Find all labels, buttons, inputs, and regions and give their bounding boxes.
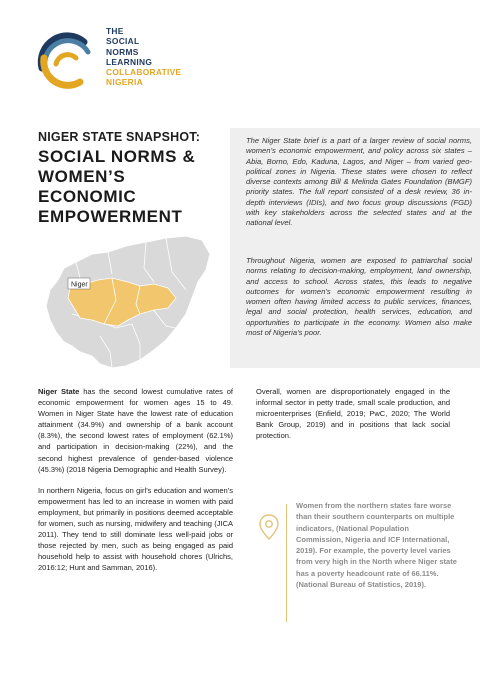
paragraph-rest: has the second lowest cumulative rates of economic empowerment for women ages 15 to 49. Women in Niger State have the lowest rate of education attainment (34.9%) and ownership of a bank account (8.3%), the second lowest rates of employment (62.1%) and participation in decision-making (22%), and the second highest prevalence of gender-based violence (45.3%) (2018 Nigeria Demographic and Health Survey). <box>38 387 233 474</box>
logo-mark-icon <box>34 28 98 92</box>
title-line: EMPOWERMENT <box>38 207 183 226</box>
paragraph-lead: Niger State <box>38 387 80 396</box>
info-paragraph-intro: The Niger State brief is a part of a larger review of social norms, women’s economic empowerment, and policy across six states – Abia, Borno, Edo, Kaduna, Lagos, and Niger – from varied geo-political zones in Nigeria. These states were chosen to reflect diverse contexts among Bill & Melinda Gates Foundation (BMGF) priority states. The full report consisted of a desk review, 36 in-depth interviews (IDIs), and two focus group discussions (FGD) with key stakeholders across the selected states and at the national level. <box>246 136 472 228</box>
logo-line: COLLABORATIVE <box>106 67 182 78</box>
map-label: Niger <box>71 281 88 289</box>
logo-line: SOCIAL <box>106 36 140 47</box>
logo-line: NIGERIA <box>106 77 143 88</box>
nigeria-map <box>36 228 216 378</box>
title-block <box>38 130 228 227</box>
location-pin-icon <box>258 514 280 540</box>
quote-divider <box>286 504 287 622</box>
info-paragraph-context: Throughout Nigeria, women are exposed to patriarchal social norms relating to decision-making, employment, land ownership, and access to school. Across states, this leads to negative outcomes for women’s economic empowerment resulting in women often having limited access to public services, finances, legal and social protection, health services, education, and opportunities to participate in the economy. Women also make most of Nigeria’s poor. <box>246 256 472 338</box>
info-panel <box>230 128 480 368</box>
title-line: SOCIAL NORMS & <box>38 147 196 166</box>
organization-logo <box>34 26 244 94</box>
body-paragraph: In northern Nigeria, focus on girl’s education and women’s empowerment has led to an increase in women with paid employment, but primarily in positions deemed acceptable for women, such as nursing, midwifery and teaching (JICA 2011). They tend to still dominate less well-paid jobs or those rejected by men, such as being engaged as paid household help to assist with household chores (Ulrichs, 2016:12; Hunt and Samman, 2016). <box>38 485 233 573</box>
body-paragraph: Overall, women are disproportionately engaged in the informal sector in petty trade, small scale production, and microenterprises (Enfield, 2019; PwC, 2020; The World Bank Group, 2019) and in positions that lack social protection. <box>256 387 450 441</box>
right-column <box>256 386 450 441</box>
logo-line: THE <box>106 26 124 36</box>
left-column <box>38 386 233 574</box>
quote-text: Women from the northern states fare worse than their southern counterparts on multiple indicators, (National Population Commission, Nigeria and ICF International, 2019). For example, the poverty level varies from very high in the North where Niger state has a poverty headcount rate of 66.11%. (National Bureau of Statistics, 2019). <box>296 501 457 590</box>
logo-wordmark <box>106 26 181 88</box>
logo-line: NORMS <box>106 46 139 57</box>
title-line: WOMEN’S ECONOMIC <box>38 167 137 206</box>
body-paragraph <box>38 386 233 475</box>
page-title <box>38 147 228 227</box>
logo-line: LEARNING <box>106 56 153 67</box>
quote-callout <box>246 498 458 638</box>
page-kicker: NIGER STATE SNAPSHOT: <box>38 130 201 144</box>
